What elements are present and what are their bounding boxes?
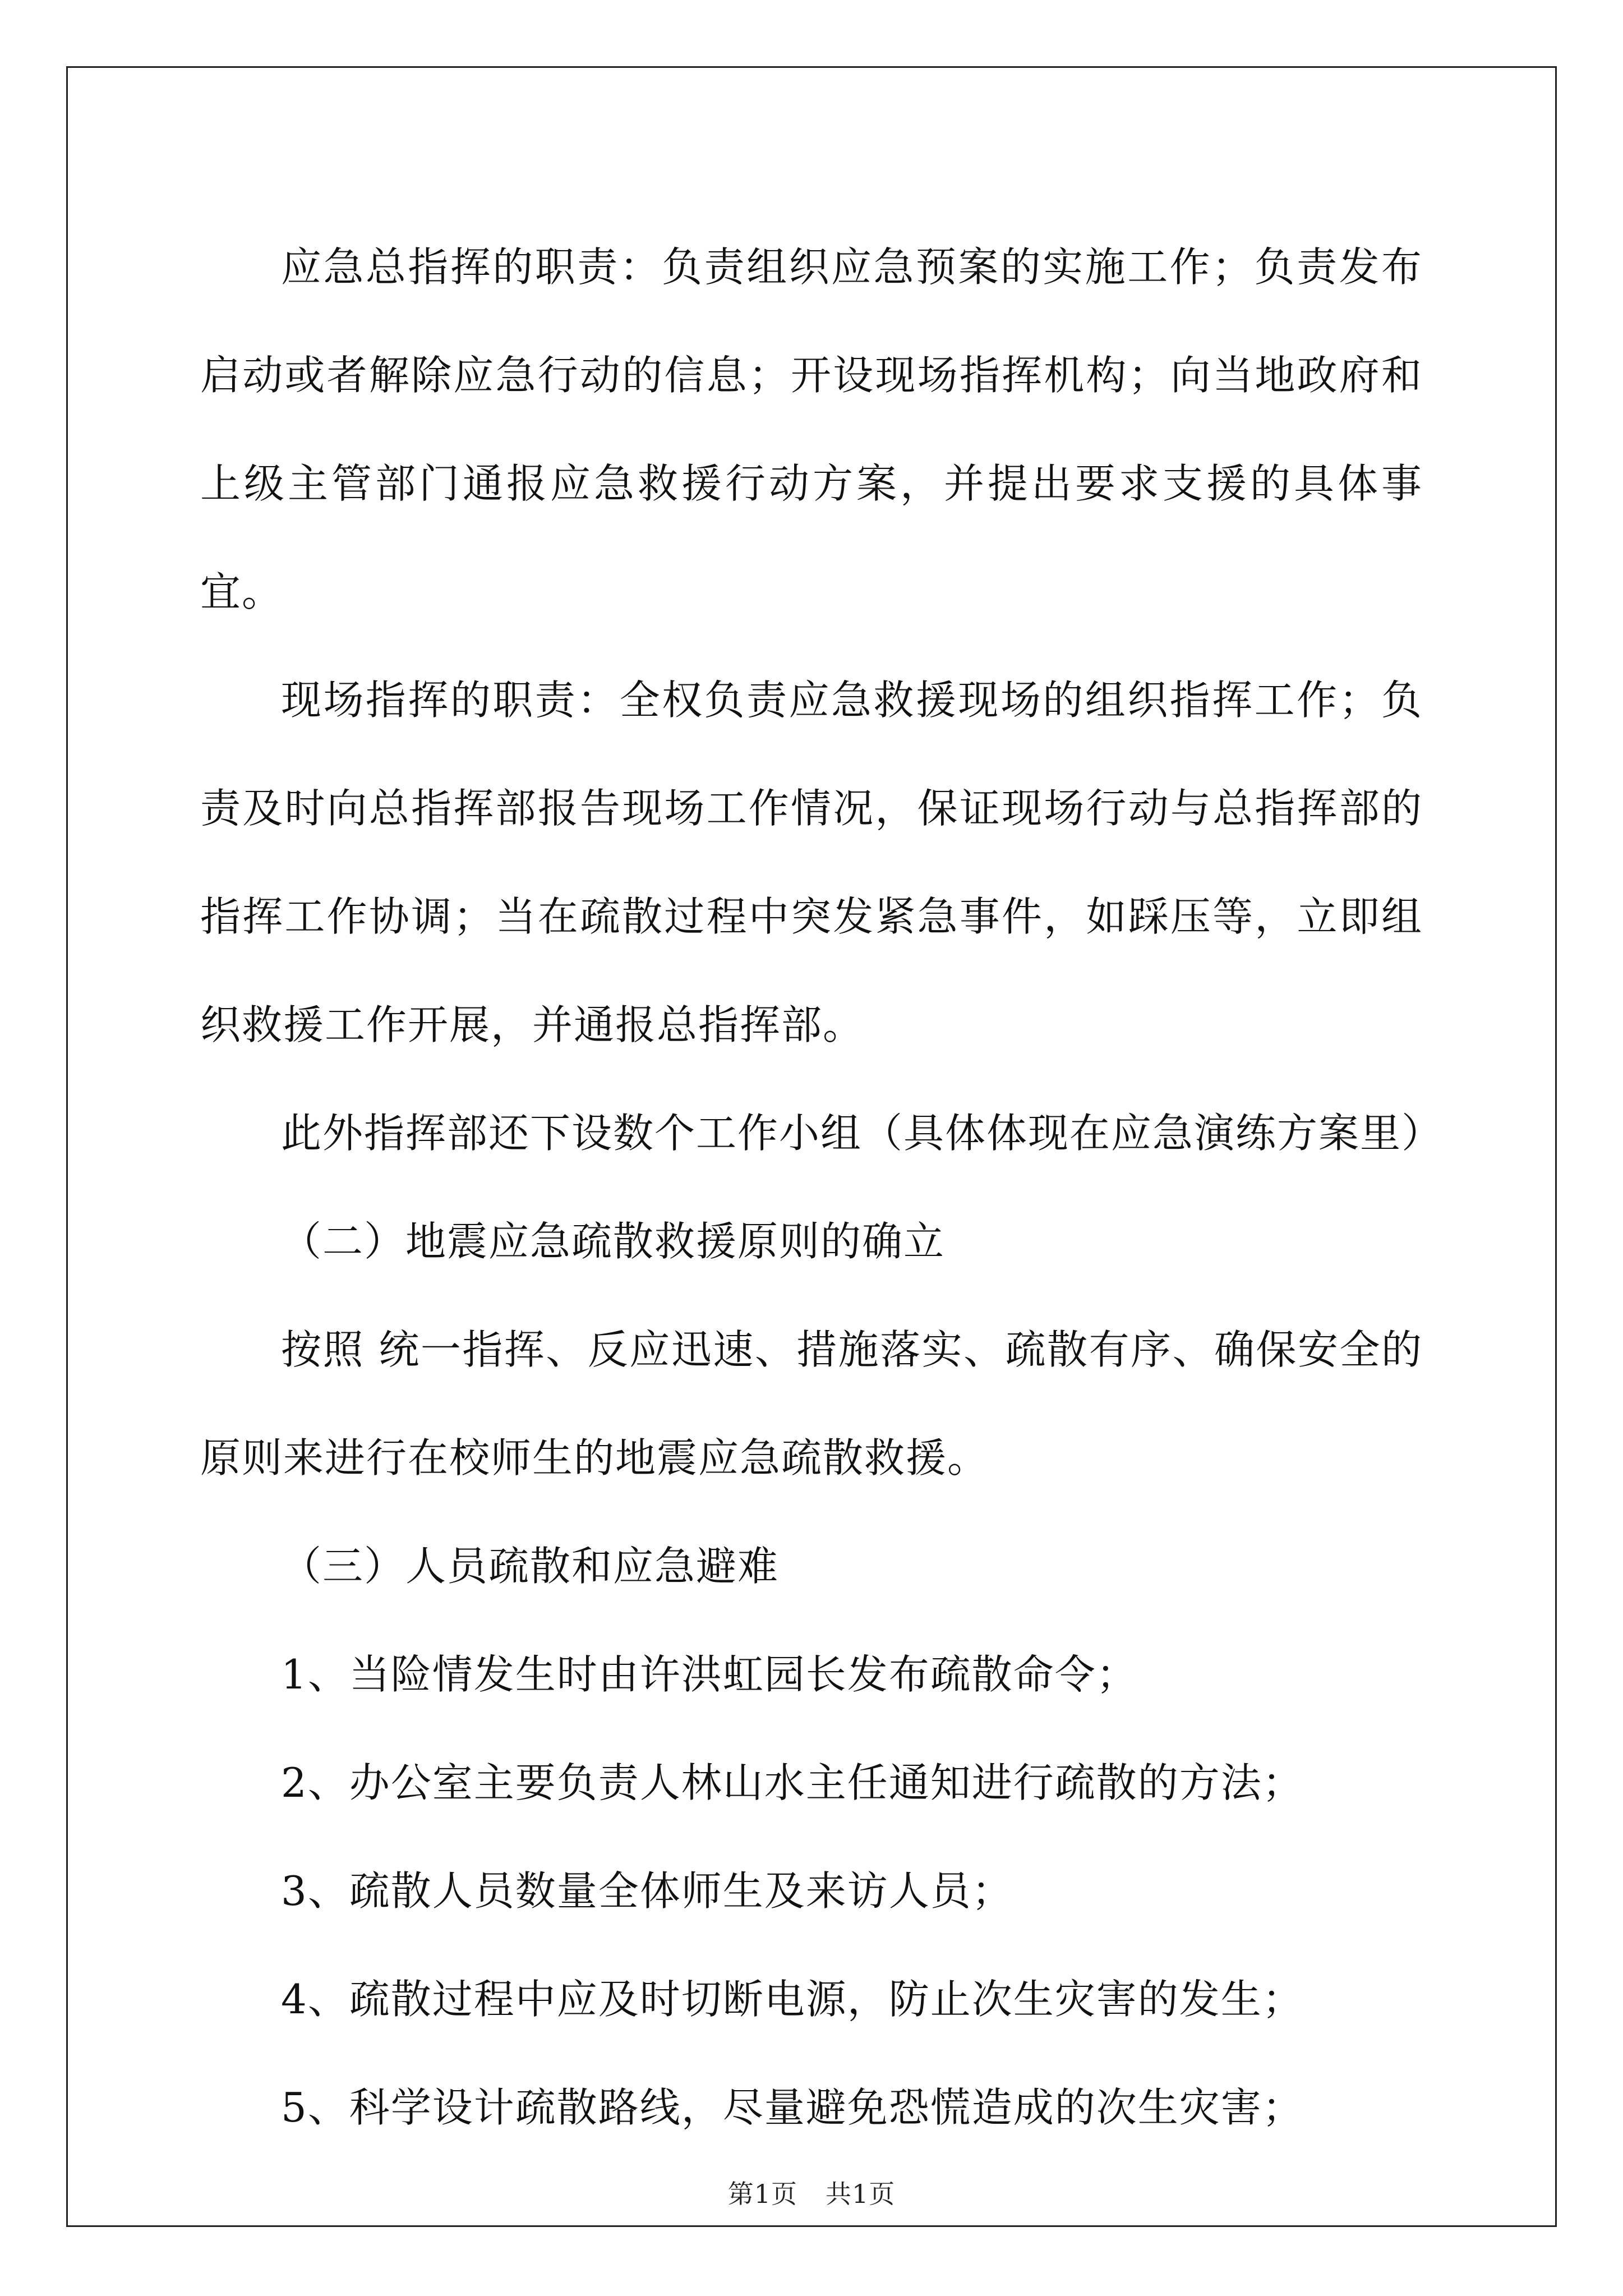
paragraph-working-groups: 此外指挥部还下设数个工作小组（具体体现在应急演练方案里） (281, 1110, 1444, 1157)
list-item-4: 4、疏散过程中应及时切断电源，防止次生灾害的发生； (281, 1976, 1304, 2023)
page-total: 共1页 (826, 2179, 896, 2209)
list-item-5: 5、科学设计疏散路线，尽量避免恐慌造成的次生灾害； (281, 2084, 1304, 2131)
document-body (200, 213, 1444, 2162)
section-heading-principles: （二）地震应急疏散救援原则的确立 (281, 1218, 946, 1265)
page-number: 第1页 (727, 2179, 797, 2209)
list-item-3: 3、疏散人员数量全体师生及来访人员； (281, 1867, 1013, 1915)
paragraph-commander-duties: 应急总指挥的职责：负责组织应急预案的实施工作；负责发布启动或者解除应急行动的信息；开设现场指挥机构；向当地政府和上级主管部门通报应急救援行动方案，并提出要求支援的具体事宜。 (200, 243, 1423, 615)
paragraph-principles: 按照 统一指挥、反应迅速、措施落实、疏散有序、确保安全的原则来进行在校师生的地震应急疏散救援。 (200, 1326, 1423, 1481)
list-item-2: 2、办公室主要负责人林山水主任通知进行疏散的方法； (281, 1759, 1304, 1806)
list-item-1: 1、当险情发生时由许洪虹园长发布疏散命令； (281, 1651, 1138, 1698)
paragraph-field-commander-duties: 现场指挥的职责：全权负责应急救援现场的组织指挥工作；负责及时向总指挥部报告现场工作情况，保证现场行动与总指挥部的指挥工作协调；当在疏散过程中突发紧急事件，如踩压等，立即组织救援工作开展，并通报总指挥部。 (200, 677, 1423, 1048)
page-footer (0, 2174, 1623, 2211)
section-heading-evacuation: （三）人员疏散和应急避难 (281, 1543, 780, 1590)
